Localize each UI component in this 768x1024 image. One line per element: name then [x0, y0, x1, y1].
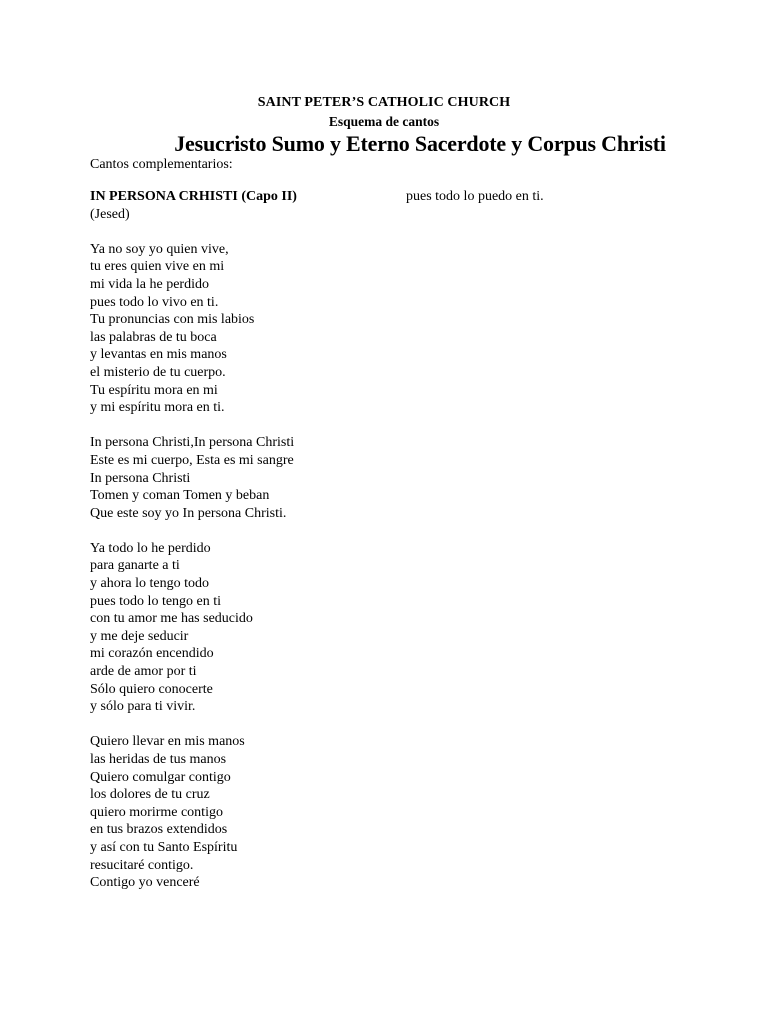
lyric-line: resucitaré contigo. — [90, 857, 194, 873]
stanza-1 — [90, 241, 390, 417]
lyric-line: Que este soy yo In persona Christi. — [90, 505, 287, 521]
lyric-line: para ganarte a ti — [90, 558, 180, 574]
lyric-line: quiero morirme contigo — [90, 804, 223, 820]
intro-text: Cantos complementarios: — [90, 157, 233, 172]
lyric-line: con tu amor me has seducido — [90, 611, 253, 627]
lyric-line-continuation: pues todo lo puedo en ti. — [406, 189, 544, 204]
lyric-line: y mi espíritu mora en ti. — [90, 400, 225, 416]
lyric-line: In persona Christi — [90, 470, 191, 486]
lyric-line: y ahora lo tengo todo — [90, 576, 209, 592]
lyric-line: y me deje seducir — [90, 628, 189, 644]
lyric-line: Tu espíritu mora en mi — [90, 382, 218, 398]
lyric-line: pues todo lo tengo en ti — [90, 593, 222, 609]
lyric-line: tu eres quien vive en mi — [90, 259, 225, 275]
lyric-line: en tus brazos extendidos — [90, 822, 228, 838]
lyric-line: las heridas de tus manos — [90, 752, 227, 767]
lyric-line: mi corazón encendido — [90, 646, 214, 662]
church-name: SAINT PETER’S CATHOLIC CHURCH — [257, 95, 511, 110]
lyric-line: los dolores de tu cruz — [90, 787, 210, 803]
lyric-line: el misterio de tu cuerpo. — [90, 364, 226, 380]
right-column — [406, 188, 706, 206]
stanza-3 — [90, 733, 390, 891]
lyric-line: arde de amor por ti — [90, 664, 197, 680]
lyric-line: mi vida la he perdido — [90, 276, 209, 292]
lyric-line: y así con tu Santo Espíritu — [90, 839, 238, 855]
lyric-line: Sólo quiero conocerte — [90, 681, 213, 697]
lyric-line: Quiero comulgar contigo — [90, 769, 231, 785]
lyric-line: Tu pronuncias con mis labios — [90, 312, 255, 328]
lyric-line: Ya todo lo he perdido — [90, 540, 211, 556]
song-author: (Jesed) — [90, 206, 130, 222]
page-title: Jesucristo Sumo y Eterno Sacerdote y Corpus Christi — [174, 131, 666, 156]
lyric-line: y sólo para ti vivir. — [90, 699, 196, 715]
left-column — [90, 188, 390, 892]
lyric-line: y levantas en mis manos — [90, 347, 227, 363]
lyric-line: In persona Christi,In persona Christi — [90, 435, 295, 451]
stanza-2 — [90, 540, 390, 716]
lyric-line: Este es mi cuerpo, Esta es mi sangre — [90, 452, 294, 468]
document-subtitle: Esquema de cantos — [328, 114, 440, 129]
lyric-line: pues todo lo vivo en ti. — [90, 294, 219, 310]
lyric-line: Tomen y coman Tomen y beban — [90, 488, 270, 504]
song-title: IN PERSONA CRHISTI (Capo II) — [90, 189, 297, 204]
stanza-chorus — [90, 434, 390, 522]
lyric-line: las palabras de tu boca — [90, 329, 217, 345]
lyric-line: Quiero llevar en mis manos — [90, 734, 245, 750]
lyric-line: Contigo yo venceré — [90, 875, 200, 891]
lyric-line: Ya no soy yo quien vive, — [90, 241, 229, 257]
